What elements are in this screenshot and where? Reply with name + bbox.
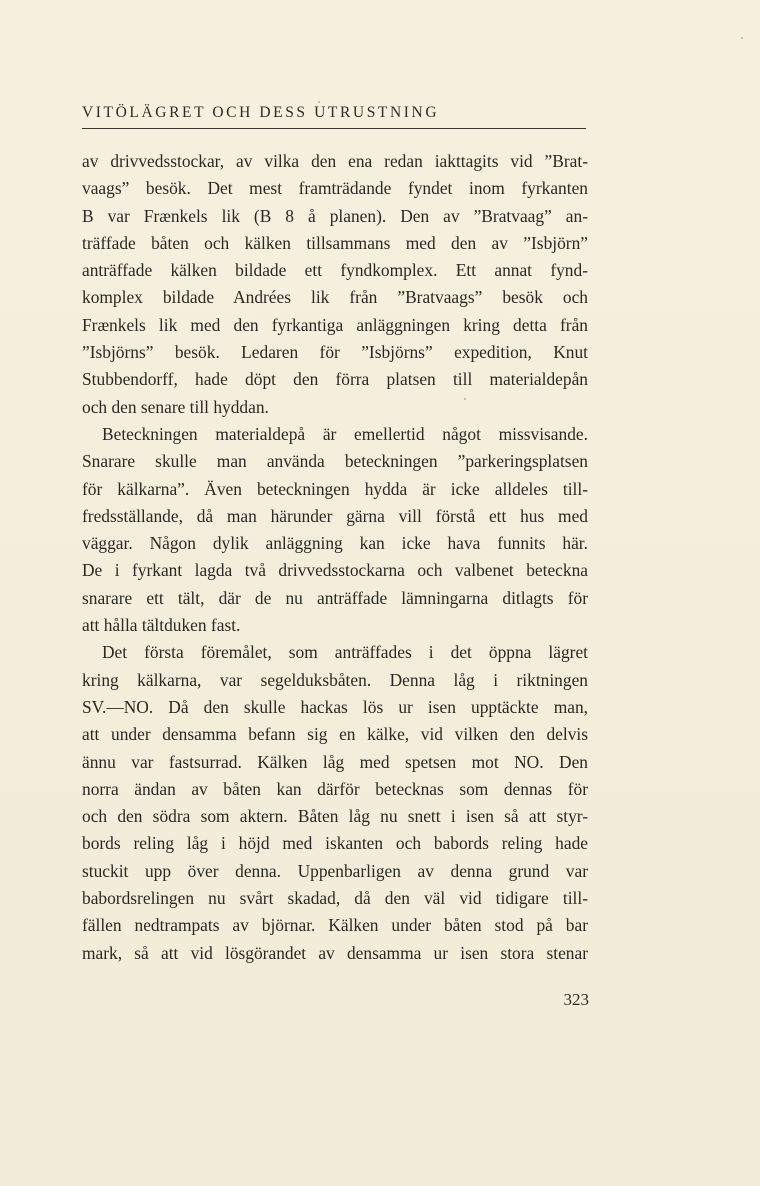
text-line: Snarare skulle man använda beteckningen ”parkeringsplatsen <box>82 451 588 472</box>
page-number: 323 <box>563 990 589 1009</box>
text-line: norra ändan av båten kan därför betecknas som dennas för <box>82 778 588 799</box>
text-line: Frænkels lik med den fyrkantiga anläggningen kring detta från <box>82 314 588 335</box>
paper-speck <box>464 398 466 400</box>
text-line: fredsställande, då man härunder gärna vill förstå ett hus med <box>82 505 588 526</box>
text-line: SV.—NO. Då den skulle hackas lös ur isen upptäckte man, <box>82 696 588 717</box>
text-line: De i fyrkant lagda två drivvedsstockarna och valbenet betecknа <box>82 560 588 581</box>
text-line: och den senare till hyddan. <box>82 396 269 417</box>
text-line: av drivvedsstockar, av vilka den ena redan iakttagits vid ”Brat- <box>82 151 588 171</box>
text-line: ännu var fastsurrad. Kälken låg med spetsen mot NO. Den <box>82 751 588 772</box>
paper-speck <box>741 37 743 39</box>
text-line: Det första föremålet, som anträffades i det öppna lägret <box>102 642 588 663</box>
text-line: anträffade kälken bildade ett fyndkomplex. Ett annat fynd- <box>82 260 588 281</box>
text-line: träffade båten och kälken tillsammans med den av ”Isbjörn” <box>82 232 588 253</box>
text-line: babordsrelingen nu svårt skadad, då den väl vid tidigare till- <box>82 888 588 909</box>
text-line: kring kälkarna, var segelduksbåten. Denna låg i riktningen <box>82 669 588 690</box>
body-text <box>82 148 588 967</box>
text-line: Stubbendorff, hade döpt den förra platsen till materialdepån <box>82 369 588 390</box>
text-line: att hålla tältduken fast. <box>82 615 241 636</box>
text-line: att under densamma befann sig en kälke, vid vilken den delvis <box>82 724 588 745</box>
text-line: snarare ett tält, där de nu anträffade lämningarna ditlagts för <box>82 587 588 608</box>
text-line: vaags” besök. Det mest framträdande fyndet inom fyrkanten <box>82 178 588 199</box>
text-line: komplex bildade Andrées lik från ”Bratvaags” besök och <box>82 287 588 308</box>
header-rule <box>82 128 586 129</box>
paragraph <box>82 148 588 421</box>
text-line: stuckit upp över denna. Uppenbarligen av denna grund var <box>82 860 588 881</box>
text-line: väggar. Någon dylik anläggning kan icke hava funnits här. <box>82 533 588 554</box>
text-line: mark, så att vid lösgörandet av densamma ur isen stora stenar <box>82 942 588 963</box>
text-line: Beteckningen materialdepå är emellertid något missvisande. <box>102 423 588 444</box>
running-head: VITÖLÄGRET OCH DESS UTRUSTNING <box>82 104 440 121</box>
paper-speck <box>318 101 320 103</box>
text-line: B var Frænkels lik (B 8 å planen). Den av ”Bratvaag” an- <box>82 205 588 226</box>
paragraph <box>82 639 588 967</box>
paragraph <box>82 421 588 639</box>
text-line: och den södra som aktern. Båten låg nu snett i isen så att styr- <box>82 806 588 827</box>
text-line: för kälkarna”. Även beteckningen hydda är icke alldeles till- <box>82 478 588 499</box>
text-line: fällen nedtrampats av björnar. Kälken under båten stod på bar <box>82 915 588 936</box>
text-line: bords reling låg i höjd med iskanten och babords reling hade <box>82 833 588 854</box>
text-line: ”Isbjörns” besök. Ledaren för ”Isbjörns” expedition, Knut <box>82 342 588 363</box>
